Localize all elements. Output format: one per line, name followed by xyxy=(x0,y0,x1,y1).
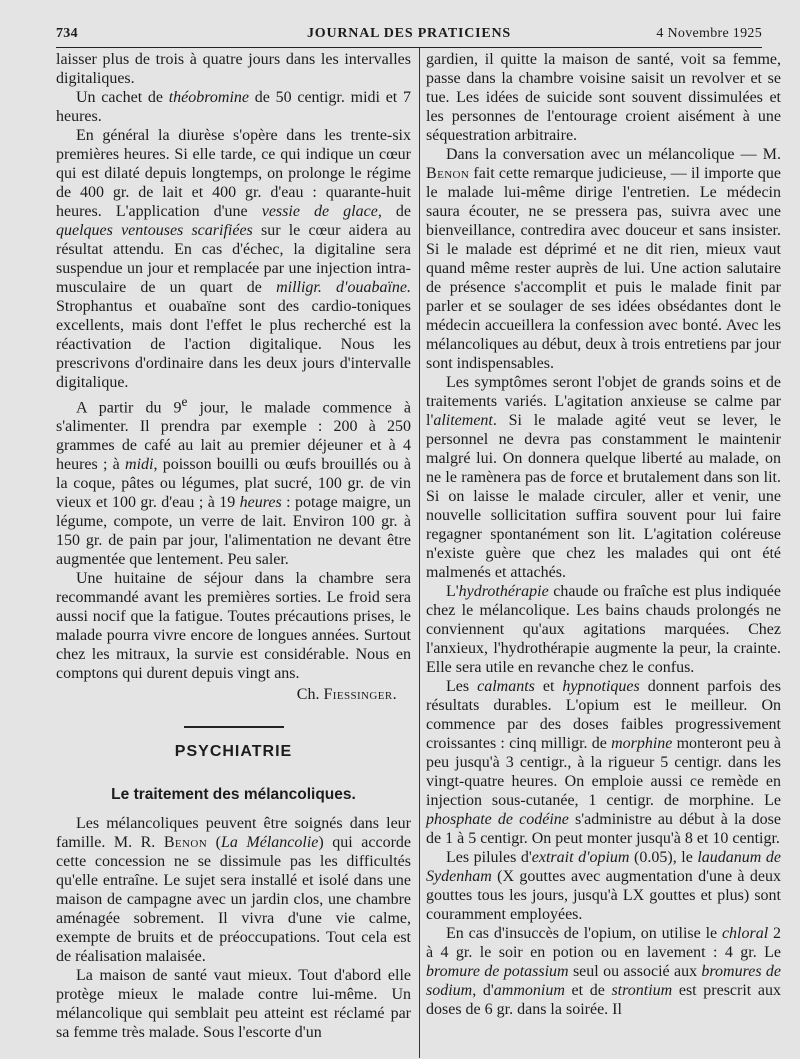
paragraph: Un cachet de théobromine de 50 centigr. midi et 7 heures. xyxy=(56,89,411,125)
left-column xyxy=(56,50,411,1042)
paragraph: La maison de santé vaut mieux. Tout d'abord elle protège mieux le malade contre lui-même. Un mélancolique qui semblait peu atteint est réclamé par sa femme très malade. Sous l'escorte d'un xyxy=(56,967,411,1042)
paragraph: Une huitaine de séjour dans la chambre sera recommandé avant les premières sorties. Le froid sera aussi nocif que la fatigue. Toutes précautions prises, le malade pourra vivre encore de longues années. Surtout chez les mitraux, la survie est considérable. Nous en comptons qui durent depuis vingt ans. xyxy=(56,570,411,683)
page-number: 734 xyxy=(56,26,78,41)
section-rule xyxy=(184,726,284,728)
paragraph: Dans la conversation avec un mélancolique — M. Benon fait cette remarque judicieuse, — il importe que le malade lui-même dirige l'entretien. Le médecin saura écouter, ne se pressera pas, suivra avec une bienveillance, contredira avec douceur et sans insister. Si le malade est déprimé et ne dit rien, mieux vaut quand même rester auprès de lui. Une action salutaire de présence s'accomplit et puis le malade finit par parler et se soulager de ses idées obsédantes dont le médecin accueillera la confession avec bonté. Avec les mélancoliques au début, deux à trois entretiens par jour sont indispensables. xyxy=(426,146,781,372)
issue-date: 4 Novembre 1925 xyxy=(656,26,762,41)
paragraph: Les calmants et hypnotiques donnent parfois des résultats durables. L'opium est le meilleur. On commence par des doses faibles progressivement croissantes : cinq milligr. de morphine monteront peu à peu jusqu'à 3 centigr., à la rigueur 5 centigr. dans les vingt-quatre heures. On emploie aussi ce remède en injection sous-cutanée, 1 centigr. de morphine. Le phosphate de codéine s'administre au début à la dose de 1 à 5 centigr. On peut monter jusqu'à 8 et 10 centigr. xyxy=(426,678,782,847)
paragraph: En général la diurèse s'opère dans les trente-six premières heures. Si elle tarde, ce qui indique un cœur qui est dilaté depuis longtemps, on prolonge le régime de 400 gr. de lait et 400 gr. d'eau : quarante-huit heures. L'application d'une vessie de glace, de quelques ventouses scarifiées sur le cœur aidera au résultat attendu. En cas d'échec, la digitaline sera suspendue un jour et remplacée par une injection intra-musculaire de un quart de milligr. d'ouabaïne. Strophantus et ouabaïne sont des cardio-toniques excellents, mais dont l'effet le plus recherché est la réactivation de l'action digitalique. Nous les prescrivons d'ordinaire dans les deux jours d'intervalle digitalique. xyxy=(56,127,412,391)
paragraph: laisser plus de trois à quatre jours dans les intervalles digitaliques. xyxy=(56,51,411,87)
article-title: Le traitement des mélancoliques. xyxy=(111,786,356,804)
paragraph: Les symptômes seront l'objet de grands soins et de traitements variés. L'agitation anxieuse se calme par l'alitement. Si le malade agité veut se lever, le personnel ne devra pas constamment le maintenir malgré lui. On donnera quelque liberté au malade, on ne le ramènera pas de force et brutalement dans son lit. Si on laisse le malade circuler, aller et venir, une nouvelle sollicitation suffira souvent pour lui faire regagner spontanément son lit. L'agitation coléreuse n'existe guère que chez les malades qui ont été malmenés et attachés. xyxy=(426,374,781,581)
header-rule xyxy=(56,47,762,48)
paragraph: gardien, il quitte la maison de santé, voit sa femme, passe dans la chambre voisine saisit un revolver et se tue. Les idées de suicide sont souvent dissimulées et les personnes de l'entourage croient aisément à une séquestration arbitraire. xyxy=(426,51,781,144)
paragraph: Les mélancoliques peuvent être soignés dans leur famille. M. R. Benon (La Mélancolie) qui accorde cette concession ne se dissimule pas les difficultés qu'elle entraîne. Le sujet sera installé et isolé dans une maison de campagne avec un jardin clos, une chambre aménagée sobrement. Il vivra d'une vie calme, exempte de bruits et de préoccupations. Tout cela est de réalisation malaisée. xyxy=(56,815,411,966)
author-signature: Ch. Fiessinger. xyxy=(296,686,397,704)
column-divider xyxy=(419,48,420,1058)
right-column xyxy=(426,50,781,1019)
paragraph: L'hydrothérapie chaude ou fraîche est plus indiquée chez le mélancolique. Les bains chauds prolongés ne conviennent qu'aux agitations marquées. Chez l'anxieux, l'hydrothérapie augmente la peur, la crainte. Elle sera utile en revanche chez le confus. xyxy=(426,583,781,676)
paragraph: A partir du 9e jour, le malade commence à s'alimenter. Il prendra par exemple : 200 à 250 grammes de café au lait au premier déjeuner et à 4 heures ; à midi, poisson bouilli ou œufs brouillés ou à la coque, pâtes ou légumes, plat sucré, 100 gr. de vin vieux et 100 gr. d'eau ; à 19 heures : potage maigre, un légume, compote, un verre de lait. Environ 100 gr. à 150 gr. de pain par jour, l'alimentation ne devant être augmentée que lentement. Peu saler. xyxy=(56,394,411,569)
section-heading: PSYCHIATRIE xyxy=(174,743,293,761)
journal-title: JOURNAL DES PRATICIENS xyxy=(306,26,512,41)
page-header xyxy=(56,26,762,46)
paragraph: En cas d'insuccès de l'opium, on utilise le chloral 2 à 4 gr. le soir en potion ou en lavement : 4 gr. Le bromure de potassium seul ou associé aux bromures de sodium, d'ammonium et de strontium est prescrit aux doses de 6 gr. dans la soirée. Il xyxy=(426,925,782,1018)
paragraph: Les pilules d'extrait d'opium (0.05), le laudanum de Sydenham (X gouttes avec augmentation d'une à deux gouttes tous les jours, jusqu'à LX gouttes et plus) sont couramment employées. xyxy=(426,849,782,923)
